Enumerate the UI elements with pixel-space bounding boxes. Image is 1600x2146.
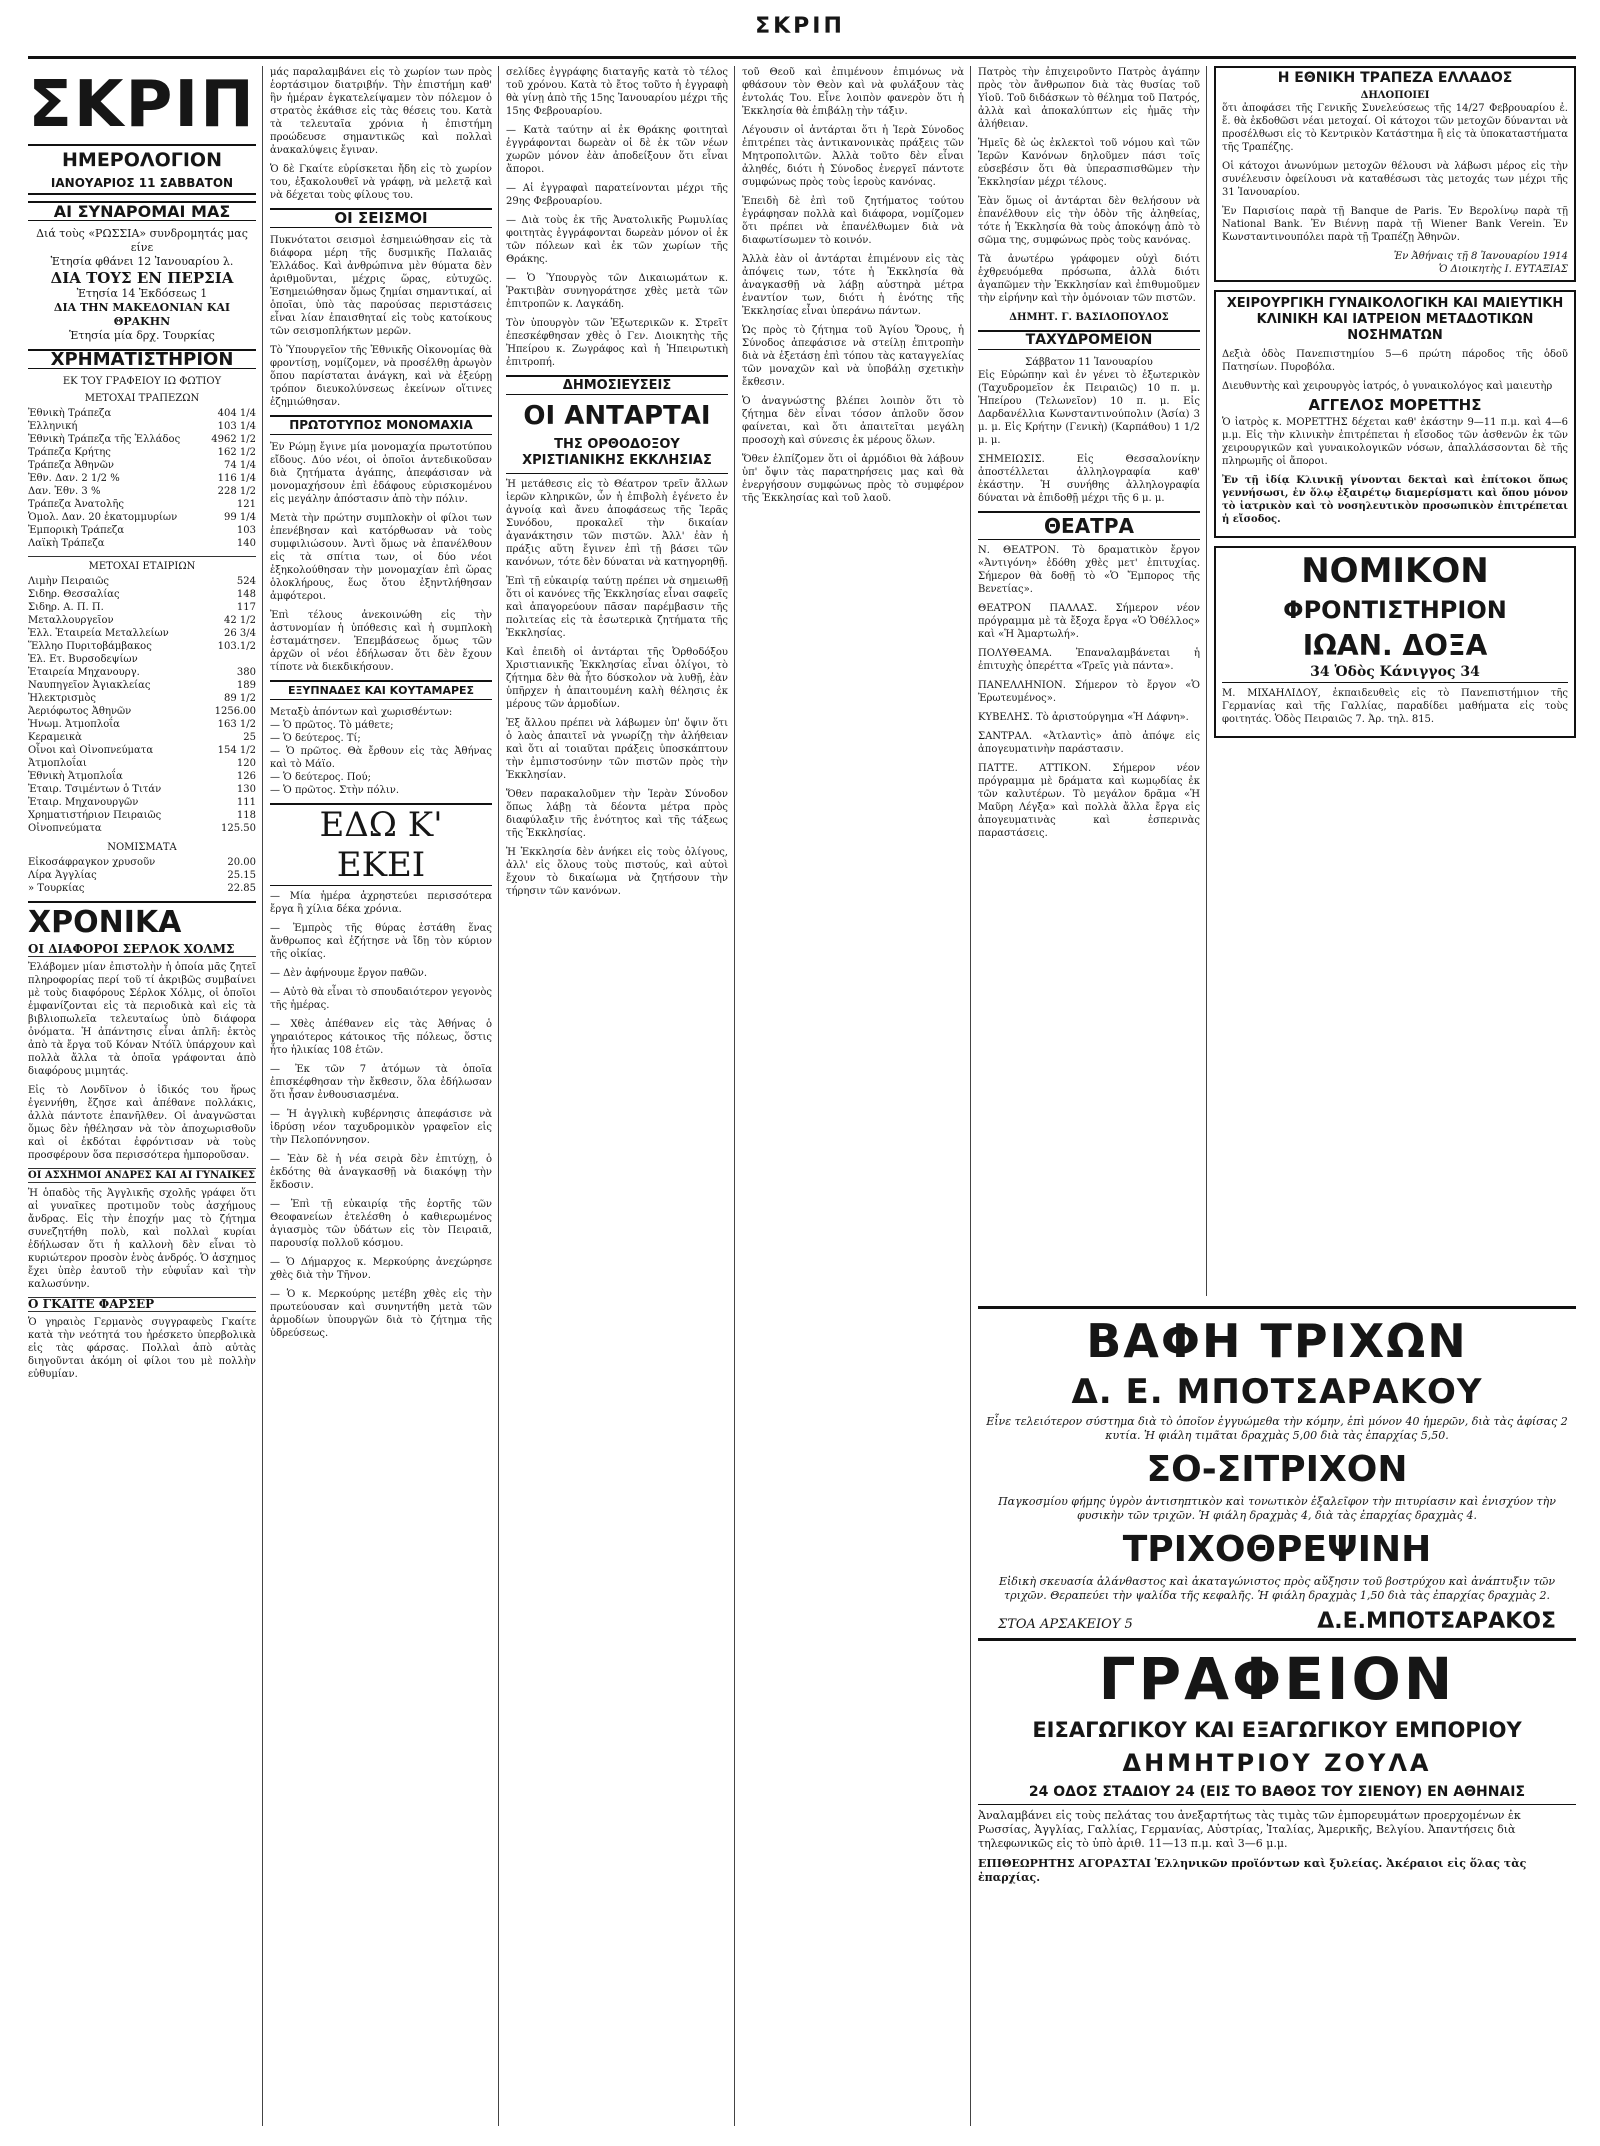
section-heading: ΠΡΩΤΟΤΥΠΟΣ ΜΟΝΟΜΑΧΙΑ xyxy=(270,415,492,435)
quote-name: Κεραμεικὰ xyxy=(28,732,82,743)
news-item: — Αὐτὸ θὰ εἶναι τὸ σπουδαιότερον γεγονὸς τῆς ἡμέρας. xyxy=(270,987,492,1011)
quote-name: Οἶνοι καὶ Οἰνοπνεύματα xyxy=(28,745,154,756)
theatre-item: ΘΕΑΤΡΟΝ ΠΑΛΛΑΣ. Σήμερον νέον πρόγραμμα μὲ τὰ ἔξοχα ἔργα «Ὁ Ὀθέλλος» καὶ «Ἡ Ἁμαρτωλή». xyxy=(978,603,1200,640)
section-heading: ΕΞΥΠΝΑΔΕΣ ΚΑΙ ΚΟΥΤΑΜΑΡΕΣ xyxy=(270,680,492,700)
quote-value: 163 1/2 xyxy=(217,719,256,730)
law-subtitle: ΦΡΟΝΤΙΣΤΗΡΙΟΝ xyxy=(1283,596,1507,624)
ad-text: Παγκοσμίου φήμης ὑγρὸν ἀντισηπτικὸν καὶ τονωτικὸν ἐξαλεῖφον τὴν πιτυρίασιν καὶ ἐνισχύον τὴν φυσικὴν τῶν τριχῶν. Ἡ φιάλη δραχμὰς 4, διὰ τὰς ἐπαρχίας δραχμὰς 4. xyxy=(998,1495,1556,1522)
article-paragraph: — Κατὰ ταύτην αἱ ἐκ Θράκης φοιτηταὶ ἐγγράφονται δωρεὰν οἱ δὲ ἐκ τῶν νέων χωρῶν μόνον ἐὰν ἀποδείξουν ὅτι εἶναι ἄποροι. xyxy=(506,125,728,175)
quote-value: 154 1/2 xyxy=(217,745,256,756)
subscription-line: ΔΙΑ ΤΗΝ ΜΑΚΕΔΟΝΙΑΝ ΚΑΙ ΘΡΑΚΗΝ xyxy=(53,301,231,328)
quote-name: Ἑλ. Ετ. Βυρσοδεψίων xyxy=(28,654,138,665)
quote-name: Λαϊκὴ Τράπεζα xyxy=(28,538,105,549)
shop-address: ΣΤΟΑ ΑΡΣΑΚΕΙΟΥ 5 xyxy=(998,1617,1133,1632)
news-item: — Ὁ Δήμαρχος κ. Μερκούρης ἀνεχώρησε χθὲς διὰ τὴν Τῆνον. xyxy=(270,1257,492,1281)
subscription-line: Ἑτησία μία δρχ. Τουρκίας xyxy=(69,329,215,342)
quote-name: Τράπεζα Ἀνατολῆς xyxy=(28,499,124,510)
column-separator xyxy=(970,66,971,2126)
section-heading: ΟΙ ΣΕΙΣΜΟΙ xyxy=(270,208,492,228)
chronika-subheading: Ο ΓΚΑΙΤΕ ΦΑΡΣΕΡ xyxy=(28,1297,256,1312)
article-paragraph: ΣΗΜΕΙΩΣΙΣ. Εἰς Θεσσαλονίκην ἀποστέλλεται ἀλληλογραφία καθ' ἑκάστην. Ἡ συνήθης ἀλληλογραφία δύναται νὰ ἐπιδοθῇ μέχρι τῆς 6 μ. μ. xyxy=(978,454,1200,504)
quote-name: Ἀεριόφωτος Ἀθηνῶν xyxy=(28,706,132,717)
quote-value: 125.50 xyxy=(221,823,256,834)
news-item: — Ἐκ τῶν 7 ἀτόμων τὰ ὁποῖα ἐπισκέφθησαν τὴν ἔκθεσιν, ὅλα ἐδήλωσαν ὅτι ἦσαν ἐνθουσιασμένα. xyxy=(270,1064,492,1101)
quote-name: Ἐμπορικὴ Τράπεζα xyxy=(28,525,125,536)
article-paragraph: Ἐλάβομεν μίαν ἐπιστολὴν ἡ ὁποία μᾶς ζητεῖ πληροφορίας περί τοῦ τί ἀκριβῶς συμβαίνει μὲ τοὺς διαφόρους Σέρλοκ Χόλμς, οἱ ὁποῖοι ἐμφανίζονται εἰς τὰ περιοδικὰ καὶ εἰς τὰ βιβλιοπωλεῖα τελευταίως ὑπὸ διάφορα ὀνόματα. Ἡ ἀπάντησις εἶναι ἁπλῆ: ἐκτὸς ἀπὸ τὰ ἔργα τοῦ Κόναν Ντόϊλ ὑπάρχουν καὶ πολλὰ ἄλλα τὰ ὁποῖα γράφονται ἀπὸ διαφόρους μιμητάς. xyxy=(28,962,256,1077)
article-paragraph: Τὸ Ὑπουργεῖον τῆς Ἐθνικῆς Οἰκονομίας θὰ φροντίσῃ, νομίζομεν, νὰ προσέλθῃ ἀρωγὸν ὅπου παρίσταται ἀνάγκη, καὶ νὰ ἐξεύρῃ τρόπον διευκολύνσεως ἐκείνων οἵτινες ἐζημιώθησαν. xyxy=(270,345,492,408)
article-paragraph: Ἐὰν ὅμως οἱ ἀντάρται δὲν θελήσουν νὰ ἐπανέλθουν εἰς τὴν ὁδὸν τῆς ἀληθείας, τότε ἡ Ἐκκλησία θὰ τοὺς ἀποκόψῃ ἀπὸ τὸ σῶμα της, συμφώνως πρὸς τοὺς κανόνας. xyxy=(978,196,1200,246)
ad-text: ΕΠΙΘΕΩΡΗΤΗΣ ΑΓΟΡΑΣΤΑΙ Ἑλληνικῶν προϊόντων καὶ ξυλείας. Ἀκέραιοι εἰς ὅλας τὰς ἐπαρχίας. xyxy=(978,1857,1527,1884)
bank-shares-table xyxy=(28,407,256,550)
chronika-subheading: ΟΙ ΑΣΧΗΜΟΙ ΑΝΔΡΕΣ ΚΑΙ ΑΙ ΓΥΝΑΙΚΕΣ xyxy=(28,1170,255,1181)
article-paragraph: Τὸν ὑπουργὸν τῶν Ἐξωτερικῶν κ. Στρεῖτ ἐπεσκέφθησαν χθὲς ὁ Γεν. Διοικητὴς τῆς Ἠπείρου κ. Ζωγράφος καὶ ἡ Ἠπειρωτικὴ ἐπιτροπή. xyxy=(506,318,728,368)
quote-row xyxy=(28,498,256,511)
article-paragraph: Καὶ ἐπειδὴ οἱ ἀντάρται τῆς Ὀρθοδόξου Χριστιανικῆς Ἐκκλησίας εἶναι ὀλίγοι, τὸ ζήτημα δὲν θὰ ἦτο δύσκολον νὰ λυθῇ, ἐὰν ὑπῆρχεν ἡ ἀπαιτουμένη καλὴ θέλησις ἐκ μέρους τῶν ἁρμοδίων. xyxy=(506,647,728,710)
quote-name: Ἠλεκτρισμὸς xyxy=(28,693,97,704)
column-separator xyxy=(734,66,735,2126)
quote-name: Ἑλλ. Ἑταιρεία Μεταλλείων xyxy=(28,628,169,639)
article-paragraph: — Διὰ τοὺς ἐκ τῆς Ἀνατολικῆς Ρωμυλίας φοιτητὰς ἐγγράφονται δωρεὰν μόνον οἱ ἐκ τῶν πόλεων καὶ ἐκ τῶν χωρίων τῆς Θράκης. xyxy=(506,215,728,265)
bank-shares-heading: ΜΕΤΟΧΑΙ ΤΡΑΠΕΖΩΝ xyxy=(84,393,200,404)
quote-value: 162 1/2 xyxy=(217,447,256,458)
article-paragraph: Ὡς πρὸς τὸ ζήτημα τοῦ Ἁγίου Ὄρους, ἡ Σύνοδος ἀπεφάσισε νὰ στείλῃ ἐπιτροπὴν διὰ νὰ ἐξετάσῃ ἐπὶ τόπου τὰς καταγγελίας τῶν μοναχῶν καὶ νὰ ὑποβάλῃ σχετικὴν ἔκθεσιν. xyxy=(742,325,964,388)
quote-row xyxy=(28,524,256,537)
quote-value: 118 xyxy=(236,810,256,821)
quote-row xyxy=(28,537,256,550)
column-separator xyxy=(498,66,499,2126)
article-paragraph: Ἡμεῖς δὲ ὡς ἐκλεκτοὶ τοῦ νόμου καὶ τῶν Ἱερῶν Κανόνων δηλοῦμεν πάσι τοῖς εὐσεβέσιν ὅτι θὰ ὑπερασπισθῶμεν τὴν Ἐκκλησίαν μέχρι τέλους. xyxy=(978,138,1200,188)
post-date: Σάββατον 11 Ἰανουαρίου xyxy=(1025,357,1153,368)
article-paragraph: Μετὰ τὴν πρώτην συμπλοκὴν οἱ φίλοι των ἐπενέβησαν καὶ κατόρθωσαν νὰ τοὺς συμφιλιώσουν. Ἀντὶ ὅμως νὰ ἐπανέλθουν εἰς τὰ σπίτια των, οἱ δύο νέοι ἐξηκολούθησαν τὴν μονομαχίαν ἐπὶ ὥρας ὁλοκλήρους, ἕως ὅτου ἐξηντλήθησαν ἀμφότεροι. xyxy=(270,513,492,602)
quote-value: 89 1/2 xyxy=(224,693,256,704)
bank-notice-signature: Ὁ Διοικητὴς Ι. ΕΥΤΑΞΙΑΣ xyxy=(1438,264,1568,275)
quote-value: 103 1/4 xyxy=(217,421,256,432)
quote-row xyxy=(28,433,256,446)
quote-row xyxy=(28,869,256,882)
quote-name: Σιδηρ. Α. Π. Π. xyxy=(28,602,104,613)
quote-name: Ἐταιρ. Μηχανουργῶν xyxy=(28,797,139,808)
article-paragraph: Ὅθεν ἐλπίζομεν ὅτι οἱ ἁρμόδιοι θὰ λάβουν ὑπ' ὄψιν τὰς παρατηρήσεις μας καὶ θὰ ἐνεργήσουν συμφώνως πρὸς τὸ συμφέρον τῆς Ἐκκλησίας καὶ τοῦ λαοῦ. xyxy=(742,454,964,504)
quote-value: 120 xyxy=(236,758,256,769)
article-paragraph: Ἐν Παρισίοις παρὰ τῇ Banque de Paris. Ἐν Βερολίνῳ παρὰ τῇ National Bank. Ἐν Βιέννῃ παρὰ τῇ Wiener Bank Verein. Ἐν Κωνσταντινουπόλει παρὰ τῇ Τραπέζῃ Ἀθηνῶν. xyxy=(1222,206,1568,243)
quote-value: 189 xyxy=(236,680,256,691)
quote-name: Ἕλληο Πυριτοβάμβακος xyxy=(28,641,152,652)
news-item: — Μία ἡμέρα ἀχρηστεύει περισσότερα ἔργα ἢ χίλια δέκα χρόνια. xyxy=(270,891,492,915)
quote-row xyxy=(28,744,256,757)
quote-row xyxy=(28,472,256,485)
nameplate-subtitle: ΗΜΕΡΟΛΟΓΙΟΝ xyxy=(28,144,256,171)
article-paragraph: ὅτι ἀποφάσει τῆς Γενικῆς Συνελεύσεως τῆς 14/27 Φεβρουαρίου ἐ. ἔ. θὰ ἐκδοθῶσι νέαι μετοχαί. Οἱ κάτοχοι τῶν μετοχῶν δύνανται νὰ προσέλθωσι εἰς τὸ Κεντρικὸν Κατάστημα ἢ εἰς τὰ ὑποκαταστήματα τῆς Τραπέζης. xyxy=(1222,103,1568,153)
article-paragraph: — Αἱ ἐγγραφαὶ παρατείνονται μέχρι τῆς 29ης Φεβρουαρίου. xyxy=(506,183,728,207)
news-item: — Δὲν ἀφήνουμε ἔργον παθῶν. xyxy=(270,968,428,979)
article-paragraph: Πυκνότατοι σεισμοὶ ἐσημειώθησαν εἰς τὰ διάφορα μέρη τῆς δυσμικῆς Παλαιᾶς Ἑλλάδος. Καὶ ἀνθρώπινα μὲν θύματα δὲν ἀριθμοῦνται, μέχρις ὥρας, εὐτυχῶς. Ἐσημειώθησαν ὅμως ζημίαι σημαντικαί, αἱ ὁποῖαι, ὑπὸ τὰς παρούσας περιστάσεις εἶναι λίαν ἐπαισθηταί εἰς τοὺς κατοίκους τῶν σεισμοπλήκτων μερῶν. xyxy=(270,235,492,337)
quote-row xyxy=(28,796,256,809)
subscription-line: Διά τοὺς «ΡΩΣΣΙΑ» συνδρομητάς μας είνε xyxy=(36,227,248,254)
quote-value: 404 1/4 xyxy=(217,408,256,419)
ad-text: Ἀναλαμβάνει εἰς τοὺς πελάτας του ἀνεξαρτήτως τὰς τιμὰς τῶν ἐμπορευμάτων προερχομένων ἐκ Ρωσσίας, Ἀγγλίας, Γαλλίας, Γερμανίας, Αὐστρίας, Ἰταλίας, Ἀμερικῆς, Βελγίου. Ἀπαντήσεις διὰ τηλεφωνικῶς εἰς τὸ ὑπὸ ἀριθ. 11—13 π.μ. καὶ 3—6 μ.μ. xyxy=(978,1809,1521,1850)
dialogue-line: Μεταξὺ ἀπόντων καὶ χωρισθέντων: xyxy=(270,707,453,718)
news-item: — Ἐμπρὸς τῆς θύρας ἐστάθη ἕνας ἄνθρωπος καὶ ἐζήτησε νὰ ἴδῃ τὸν κύριον τῆς οἰκίας. xyxy=(270,923,492,960)
article-paragraph: Ἐν τῇ ἰδίᾳ Κλινικῇ γίνονται δεκταὶ καὶ ἐπίτοκοι ὅπως γεννήσωσι, ἐν ὅλῳ ἐξαιρέτῳ διαμερίσματι καὶ ὅπου μόνον τὸ ἰατρικὸν καὶ τὸ νοσηλευτικὸν προσωπικὸν ἐπιτρέπεται ἡ εἴσοδος. xyxy=(1222,475,1568,525)
bank-notice-date: Ἐν Ἀθήναις τῇ 8 Ἰανουαρίου 1914 xyxy=(1393,251,1568,262)
quote-name: Ἐθνικὴ Τράπεζα xyxy=(28,408,112,419)
subscriptions-heading: ΑΙ ΣΥΝΑΡΟΜΑΙ ΜΑΣ xyxy=(28,201,256,221)
quote-name: Ἡνωμ. Ἀτμοπλοΐα xyxy=(28,719,120,730)
law-ad xyxy=(1214,546,1576,738)
article-paragraph: Ἐπὶ τέλους ἀνεκοινώθη εἰς τὴν ἀστυνομίαν ἡ ὑπόθεσις καὶ ἡ συμπλοκὴ ἐσταμάτησεν. Ἐπεμβάσεως ὅμως τῶν ἀρχῶν οἱ νέοι ἐδήλωσαν ὅτι δὲν ἔχουν τίποτε νὰ διεκδικήσουν. xyxy=(270,610,492,673)
quote-name: Ἑταιρεία Μηχανουργ. xyxy=(28,667,140,678)
bank-notice-subtitle: ΔΗΛΟΠΟΙΕΙ xyxy=(1360,90,1430,101)
article-paragraph: Εἰς τὸ Λονδῖνον ὁ ἰδικός του ἥρως ἐγεννήθη, ἔζησε καὶ ἀπέθανε πολλάκις, ἀλλὰ πάντοτε ἐπανῆλθεν. Οἱ ἀναγνῶσται ὅμως δὲν ἠθέλησαν νὰ τὸν ἀποχωρισθοῦν καὶ οἱ ἐκδόται ἐφρόντισαν νὰ τοὺς προσφέρουν ὅσα περισσότερα ἠμποροῦσαν. xyxy=(28,1085,256,1161)
bank-notice xyxy=(1214,66,1576,282)
column-4 xyxy=(742,66,964,2126)
hair-ads xyxy=(978,1306,1576,2129)
article-paragraph: τοῦ Θεοῦ καὶ ἐπιμένουν ἐπιμόνως νὰ φθάσουν τὸν Θεὸν καὶ νὰ φυλάξουν τὰς ἐντολάς Του. Εἶνε λοιπὸν φανερὸν ὅτι ἡ Ἐκκλησία θὰ ἐπιβάλῃ τὴν τάξιν. xyxy=(742,67,964,117)
dialogue-line: — Ὁ δεύτερος. Πού; xyxy=(270,772,371,783)
section-heading: ΤΑΧΥΔΡΟΜΕΙΟΝ xyxy=(978,330,1200,350)
quote-name: Λιμὴν Πειραιῶς xyxy=(28,576,110,587)
news-item: — Χθὲς ἀπέθανεν εἰς τὰς Ἀθήνας ὁ γηραιότερος κάτοικος τῆς πόλεως, ὅστις ἦτο ἡλικίας 108 ἐτῶν. xyxy=(270,1019,492,1056)
quote-value: 26 3/4 xyxy=(224,628,256,639)
quote-row xyxy=(28,653,256,666)
theatre-item: ΠΑΝΕΛΛΗΝΙΟΝ. Σήμερον τὸ ἔργον «Ὁ Ἐρωτευμένος». xyxy=(978,680,1200,704)
article-paragraph: Ἐπὶ τῇ εὐκαιρίᾳ ταύτῃ πρέπει νὰ σημειωθῇ ὅτι οἱ κανόνες τῆς Ἐκκλησίας εἶναι σαφεῖς καὶ ἀπαγορεύουν πᾶσαν παρέμβασιν τῆς πολιτείας εἰς τὰ ἐσωτερικὰ ζητήματα τῆς Ἐκκλησίας. xyxy=(506,576,728,639)
news-item: — Ἡ ἀγγλικὴ κυβέρνησις ἀπεφάσισε νὰ ἱδρύσῃ νέον ταχυδρομικὸν γραφεῖον εἰς τὴν Πελοπόννησον. xyxy=(270,1109,492,1146)
office-title: ΓΡΑΦΕΙΟΝ xyxy=(1098,1645,1456,1713)
quote-name: Ἐθν. Δαν. 2 1/2 % xyxy=(28,473,120,484)
dateline: ΙΑΝΟΥΑΡΙΟΣ 11 ΣΑΒΒΑΤΟΝ xyxy=(28,177,256,195)
quote-name: Τράπεζα Κρήτης xyxy=(28,447,111,458)
quote-row xyxy=(28,679,256,692)
office-owner: ΔΗΜΗΤΡΙΟΥ ΖΟΥΛΑ xyxy=(1122,1749,1432,1777)
ad-text: Εἰδικὴ σκευασία ἀλάνθαστος καὶ ἀκαταγώνιστος πρὸς αὔξησιν τοῦ βοστρύχου καὶ ἀνάπτυξιν τῶν τριχῶν. Θεραπεύει τὴν ψαλίδα τῆς κεφαλῆς. Ἡ φιάλη δραχμὰς 1,50 διὰ τὰς ἐπαρχίας δραχμὰς 2. xyxy=(998,1575,1556,1602)
article-paragraph: Ἐπειδὴ δὲ ἐπὶ τοῦ ζητήματος τούτου ἐγράφησαν πολλὰ καὶ διάφορα, νομίζομεν ὅτι πρέπει νὰ ἐπανέλθωμεν διὰ νὰ διαφωτίσωμεν τὸ κοινόν. xyxy=(742,196,964,246)
quote-row xyxy=(28,666,256,679)
quote-value: 126 xyxy=(236,771,256,782)
news-item: — Ἐπὶ τῇ εὐκαιρίᾳ τῆς ἑορτῆς τῶν Θεοφανείων ἐτελέσθη ὁ καθιερωμένος ἁγιασμὸς τῶν ὑδάτων εἰς τὸν Πειραιᾶ, παρουσίᾳ πολλοῦ κόσμου. xyxy=(270,1199,492,1249)
section-heading: ΕΔΩ Κ' ΕΚΕΙ xyxy=(270,803,492,886)
exchange-source: ΕΚ ΤΟΥ ΓΡΑΦΕΙΟΥ ΙΩ ΦΩΤΙΟΥ xyxy=(62,376,222,387)
quote-name: Ἐταιρ. Τσιμέντων ὁ Τιτάν xyxy=(28,784,162,795)
quote-name: Τράπεζα Ἀθηνῶν xyxy=(28,460,114,471)
column-separator xyxy=(1206,66,1207,1296)
subscription-line: ΔΙΑ ΤΟΥΣ ΕΝ ΠΕΡΣΙΑ xyxy=(50,269,234,287)
quote-row xyxy=(28,575,256,588)
theatre-item: ΠΟΛΥΘΕΑΜΑ. Ἐπαναλαμβάνεται ἡ ἐπιτυχὴς ὀπερέττα «Τρεῖς γιὰ πάντα». xyxy=(978,648,1200,672)
chronika-subheading: ΟΙ ΔΙΑΦΟΡΟΙ ΣΕΡΛΟΚ ΧΟΛΜΣ xyxy=(28,943,256,957)
quote-row xyxy=(28,731,256,744)
quote-row xyxy=(28,822,256,835)
hair-dye-maker: Δ. Ε. ΜΠΟΤΣΑΡΑΚΟΥ xyxy=(1071,1372,1483,1412)
article-paragraph: Ἀλλὰ ἐὰν οἱ ἀντάρται ἐπιμένουν εἰς τὰς ἀπόψεις των, τότε ἡ Ἐκκλησία θὰ ἀναγκασθῇ νὰ λάβῃ αὐστηρὰ μέτρα ἐναντίον των, διότι ἡ ἑνότης τῆς Ἐκκλησίας εἶναι ὑπεράνω πάντων. xyxy=(742,254,964,317)
column-2 xyxy=(270,66,492,2126)
article-paragraph: Τὰ ἀνωτέρω γράφομεν οὐχὶ διότι ἐχθρευόμεθα πρόσωπα, ἀλλὰ διότι ἀγαπῶμεν τὴν Ἐκκλησίαν καὶ ἐπιθυμοῦμεν τὴν εἰρήνην καὶ τὴν ὁμόνοιαν τῶν πιστῶν. xyxy=(978,254,1200,304)
quote-row xyxy=(28,705,256,718)
quote-row xyxy=(28,856,256,869)
quote-row xyxy=(28,511,256,524)
dialogue-line: — Ὁ δεύτερος. Τί; xyxy=(270,733,361,744)
quote-name: Χρηματιστήριον Πειραιῶς xyxy=(28,810,162,821)
office-address: 24 ΟΔΟΣ ΣΤΑΔΙΟΥ 24 (ΕΙΣ ΤΟ ΒΑΘΟΣ ΤΟΥ ΣΙΕΝΟΥ) ΕΝ ΑΘΗΝΑΙΣ xyxy=(978,1783,1576,1805)
quote-row xyxy=(28,459,256,472)
law-address: 34 Ὁδὸς Κάνιγγος 34 xyxy=(1222,666,1568,683)
news-item: — Ὁ κ. Μερκούρης μετέβη χθὲς εἰς τὴν πρωτεύουσαν καὶ συνηντήθη μετὰ τῶν ἁρμοδίων ὑπουργῶν διὰ τὸ ζήτημα τῆς ὑδρεύσεως. xyxy=(270,1289,492,1339)
theatre-item: ΠΑΤΤΕ. ΑΤΤΙΚΟΝ. Σήμερον νέον πρόγραμμα μὲ δράματα καὶ κωμῳδίας ἐκ τῶν καλυτέρων. Τὸ μεγάλον δρᾶμα «Ἡ Μαῦρη Λέγξα» καὶ πολλὰ ἄλλα ἔργα εἰς ἀπογευματινὰς καὶ ἑσπερινὰς παραστάσεις. xyxy=(978,763,1200,839)
quote-name: Εἰκοσάφραγκον χρυσοῦν xyxy=(28,857,156,868)
quote-row xyxy=(28,485,256,498)
quote-value: 20.00 xyxy=(227,857,256,868)
hair-dye-title: ΒΑΦΗ ΤΡΙΧΩΝ xyxy=(1086,1314,1468,1368)
article-paragraph: σελίδες ἐγγράφης διαταγῆς κατὰ τὸ τέλος τοῦ χρόνου. Κατὰ τὸ ἔτος τοῦτο ἡ ἐγγραφὴ θὰ γίνῃ ἀπὸ τῆς 15ης Ἰανουαρίου μέχρι τῆς 15ης Φεβρουαρίου. xyxy=(506,67,728,117)
quote-value: 103.1/2 xyxy=(217,641,256,652)
quote-name: Ἑθνικὴ Ἀτμοπλοΐα xyxy=(28,771,123,782)
article-subtitle: ΤΗΣ ΟΡΘΟΔΟΞΟΥ ΧΡΙΣΤΙΑΝΙΚΗΣ ΕΚΚΛΗΣΙΑΣ xyxy=(506,437,728,474)
article-paragraph: — Ὁ Ὑπουργὸς τῶν Δικαιωμάτων κ. Ῥακτιβὰν συνηγοράτησε χθὲς μετὰ τῶν ἐπιτροπῶν κ. Λαγκάδη. xyxy=(506,273,728,310)
article-paragraph: Οἱ κάτοχοι ἀνωνύμων μετοχῶν θέλουσι νὰ λάβωσι μέρος εἰς τὴν συνέλευσιν ὀφείλουσι νὰ καταθέσωσι τὰς μετοχάς των μέχρι τῆς 31 Ἰανουαρίου. xyxy=(1222,161,1568,198)
quote-value: 116 1/4 xyxy=(217,473,256,484)
quote-row xyxy=(28,809,256,822)
quote-row xyxy=(28,407,256,420)
quote-row xyxy=(28,601,256,614)
quote-name: Λίρα Ἀγγλίας xyxy=(28,870,97,881)
article-paragraph: Ἡ Ἐκκλησία δὲν ἀνήκει εἰς τοὺς ὀλίγους, ἀλλ' εἰς ὅλους τοὺς πιστούς, καὶ αὐτοὶ ἔχουν τὸ δικαίωμα νὰ ζητήσουν τὴν τήρησιν τῶν κανόνων. xyxy=(506,847,728,897)
quote-name: Σιδηρ. Θεσσαλίας xyxy=(28,589,120,600)
theatre-item: ΚΥΒΕΛΗΣ. Τὸ ἀριστούργημα «Ἡ Δάφνη». xyxy=(978,712,1189,723)
theatre-item: Ν. ΘΕΑΤΡΟΝ. Τὸ δραματικὸν ἔργον «Ἀντιγόνη» ἐδόθη χθὲς μετ' ἐπιτυχίας. Σήμερον θὰ δοθῇ τὸ «Ὁ Ἔμπορος τῆς Βενετίας». xyxy=(978,545,1200,595)
quote-value: 25.15 xyxy=(227,870,256,881)
quote-row xyxy=(28,718,256,731)
quote-name: Ὁμολ. Δαν. 20 ἑκατομμυρίων xyxy=(28,512,178,523)
article-paragraph: Ἐν Ρώμῃ ἔγινε μία μονομαχία πρωτοτύπου εἴδους. Δύο νέοι, οἱ ὁποῖοι ἀντεδικοῦσαν διὰ ζητήματα ἀγάπης, ἀπεφάσισαν νὰ μονομαχήσουν ἐπὶ ἐδάφους εὐρισκομένου εἰς μεγάλην ἀπόστασιν ἀπὸ τὴν πόλιν. xyxy=(270,442,492,505)
quote-value: 22.85 xyxy=(227,883,256,894)
top-rule xyxy=(28,56,1576,59)
quote-value: 524 xyxy=(236,576,256,587)
quote-row xyxy=(28,588,256,601)
quote-value: 103 xyxy=(236,525,256,536)
quote-value: 1256.00 xyxy=(214,706,256,717)
article-signature: ΔΗΜΗΤ. Γ. ΒΑΣΙΛΟΠΟΥΛΟΣ xyxy=(1009,312,1169,323)
article-paragraph: Μ. ΜΙΧΑΗΛΙΔΟΥ, ἐκπαιδευθεὶς εἰς τὸ Πανεπιστήμιον τῆς Γερμανίας καὶ τῆς Γαλλίας, παραδίδει μαθήματα εἰς τοὺς φοιτητάς. Ὁδὸς Πειραιῶς 7. Ἀρ. τηλ. 815. xyxy=(1222,688,1568,725)
trichothrepsine-title: ΤΡΙΧΟΘΡΕΨΙΝΗ xyxy=(1122,1529,1432,1570)
quote-name: Ἑλληνική xyxy=(28,421,78,432)
company-shares-table xyxy=(28,575,256,835)
currency-table xyxy=(28,856,256,895)
shop-line xyxy=(978,1609,1576,1641)
quote-value: 99 1/4 xyxy=(224,512,256,523)
quote-value: 42 1/2 xyxy=(224,615,256,626)
quote-value: 111 xyxy=(236,797,256,808)
quote-value: 140 xyxy=(236,538,256,549)
bank-notice-title: Η ΕΘΝΙΚΗ ΤΡΑΠΕΖΑ ΕΛΛΑΔΟΣ xyxy=(1277,70,1513,86)
clinic-doctor: ΑΓΓΕΛΟΣ ΜΟΡΕΤΤΗΣ xyxy=(1308,396,1482,414)
dialogue-line: — Ὁ πρῶτος. Τὸ μάθετε; xyxy=(270,720,394,731)
column-1 xyxy=(28,66,256,2126)
quote-row xyxy=(28,770,256,783)
subscriptions-list xyxy=(28,227,256,343)
quote-value: 4962 1/2 xyxy=(211,434,256,445)
article-paragraph: Ἡ μετάθεσις εἰς τὸ Θέατρον τρεῖν ἄλλων ἱερῶν κληρικῶν, ὧν ἡ ἐπιβολὴ ἐγένετο ἐν ἀγνοίᾳ καὶ ἄνευ ἀποφάσεως τῆς Ἱερᾶς Συνόδου, προκαλεῖ τὴν δικαίαν ἀγανάκτησιν τῶν πιστῶν. Ἀλλ' ἐὰν ἡ πράξις αὕτη ἔγινεν ἐπὶ τῇ βάσει τῶν κανόνων, τότε δὲν δύναται νὰ κατηγορηθῇ. xyxy=(506,479,728,568)
quote-value: 228 1/2 xyxy=(217,486,256,497)
dialogue-line: — Ὁ πρῶτος. Θὰ ἔρθουν εἰς τὰς Ἀθήνας καὶ τὸ Μάϊο. xyxy=(270,746,492,770)
quote-value: 380 xyxy=(236,667,256,678)
theatre-item: ΣΑΝΤΡΑΛ. «Ἀτλαντὶς» ἀπὸ ἀπόψε εἰς ἀπογευματινὴν παράστασιν. xyxy=(978,731,1200,755)
ad-text: Εἶνε τελειότερον σύστημα διὰ τὸ ὁποῖον ἐγγυώμεθα τὴν κόμην, ἐπὶ μόνον 40 ἡμερῶν, διὰ τὰς ἀφίσας 2 κυτία. Ἡ φιάλη τιμᾶται δραχμὰς 5,00 διὰ τὰς ἐπαρχίας 5,50. xyxy=(986,1415,1568,1442)
clinic-title: ΧΕΙΡΟΥΡΓΙΚΗ ΓΥΝΑΙΚΟΛΟΓΙΚΗ ΚΑΙ ΜΑΙΕΥΤΙΚΗ ΚΛΙΝΙΚΗ ΚΑΙ ΙΑΤΡΕΙΟΝ ΜΕΤΑΔΟΤΙΚΩΝ ΝΟΣΗΜΑΤΩΝ xyxy=(1226,296,1564,343)
article-paragraph: Ὁ δὲ Γκαίτε εὑρίσκεται ἤδη εἰς τὸ χωρίον του, ἐξακολουθεῖ νὰ γράφῃ, νὰ μελετᾷ καὶ νὰ δέχεται τοὺς φίλους του. xyxy=(270,164,492,201)
dialogue-line: — Ὁ πρῶτος. Στὴν πόλιν. xyxy=(270,785,400,796)
quote-value: 121 xyxy=(236,499,256,510)
quote-row xyxy=(28,640,256,653)
quote-row xyxy=(28,420,256,433)
shop-owner: Δ.Ε.ΜΠΟΤΣΑΡΑΚΟΣ xyxy=(1317,1609,1556,1634)
quote-row xyxy=(28,627,256,640)
article-paragraph: Διευθυντὴς καὶ χειρουργὸς ἰατρός, ὁ γυναικολόγος καὶ μαιευτὴρ xyxy=(1222,381,1553,392)
article-paragraph: Εἰς Εὐρώπην καὶ ἐν γένει τὸ ἐξωτερικὸν (Ταχυδρομεῖον ἐκ Πειραιῶς) 10 π. μ. Ἠπείρου (Τελωνεῖον) 10 π. μ. Εἰς Δαρδανέλλια Κωνσταντινούπολιν (Ἀσία) 3 μ. μ. Εἰς Κρήτην (Γενικὴ) (Καρπάθου) 1 1/2 μ. μ. xyxy=(978,370,1200,446)
subscription-line: Ἑτησία 14 Ἐκδόσεως 1 xyxy=(76,287,208,300)
currency-heading: ΝΟΜΙΣΜΑΤΑ xyxy=(107,842,177,853)
article-paragraph: Ὅθεν παρακαλοῦμεν τὴν Ἱερὰν Σύνοδον ὅπως λάβῃ τὰ δέοντα μέτρα πρὸς διαφύλαξιν τῆς ἑνότητος καὶ τῆς τάξεως τῆς Ἐκκλησίας. xyxy=(506,789,728,839)
quote-name: Ἀτμοπλοΐαι xyxy=(28,758,87,769)
column-6 xyxy=(1214,66,1576,1296)
quote-name: Ναυπηγεῖον Ἀγιακλείας xyxy=(28,680,151,691)
article-paragraph: Ὁ γηραιὸς Γερμανὸς συγγραφεὺς Γκαίτε κατὰ τὴν νεότητά του ἠρέσκετο ὑπερβολικὰ εἰς τὰς φάρσας. Πολλαὶ ἀπὸ αὐτὰς διηγοῦνται ἀκόμη οἱ φίλοι του μὲ πολλὴν εὐθυμίαν. xyxy=(28,1317,256,1380)
law-name: ΙΩΑΝ. ΔΟΞΑ xyxy=(1302,629,1488,662)
quote-value: 117 xyxy=(236,602,256,613)
quote-value: 148 xyxy=(236,589,256,600)
quote-row xyxy=(28,614,256,627)
quote-name: Μεταλλουργεῖον xyxy=(28,615,114,626)
quote-value: 74 1/4 xyxy=(224,460,256,471)
quote-row xyxy=(28,757,256,770)
quote-name: Οἰνοπνεύματα xyxy=(28,823,102,834)
article-paragraph: Λέγουσιν οἱ ἀντάρται ὅτι ἡ Ἱερὰ Σύνοδος ἐπιτρέπει τὰς ἀντικανονικὰς πράξεις τῶν Μητροπολιτῶν. Ἀλλὰ τοῦτο δὲν εἶναι ἀληθές, διότι ἡ Σύνοδος ἐνεργεῖ πάντοτε συμφώνως πρὸς τοὺς ἱεροὺς κανόνας. xyxy=(742,125,964,188)
nameplate: ΣΚΡΙΠ xyxy=(28,68,256,142)
quote-name: Ἐθνικὴ Τράπεζα τῆς Ἑλλάδος xyxy=(28,434,181,445)
citron-title: ΣΟ-ΣΙΤΡΙΧΟΝ xyxy=(1146,1449,1408,1490)
office-subtitle: ΕΙΣΑΓΩΓΙΚΟΥ ΚΑΙ ΕΞΑΓΩΓΙΚΟΥ ΕΜΠΟΡΙΟΥ xyxy=(1032,1718,1522,1742)
subscription-line: Ἑτησία φθάνει 12 Ἰανουαρίου λ. xyxy=(50,255,234,268)
quote-value: 130 xyxy=(236,784,256,795)
quote-row xyxy=(28,692,256,705)
quote-name: » Τουρκίας xyxy=(28,883,85,894)
quote-row xyxy=(28,882,256,895)
article-paragraph: Ἡ ὁπαδὸς τῆς Ἀγγλικῆς σχολῆς γράφει ὅτι αἱ γυναῖκες προτιμοῦν τοὺς ἀσχήμους ἄνδρας. Εἰς τὴν ἐποχήν μας τὸ ζήτημα συνεζητήθη πολὺ, καὶ πολλαὶ κυρίαι ἐδήλωσαν ὅτι ἡ καλλονὴ δὲν εἶναι τὸ κυριώτερον προσὸν ἑνὸς ἀνδρός. Ὁ ἀσχημος ἔχει ὑπὲρ ἑαυτοῦ τὴν εὐφυΐαν καὶ τὴν καλωσύνην. xyxy=(28,1188,256,1290)
column-5 xyxy=(978,66,1200,1296)
column-3 xyxy=(506,66,728,2126)
chronika-heading: ΧΡΟΝΙΚΑ xyxy=(28,901,256,939)
section-heading: ΘΕΑΤΡΑ xyxy=(978,511,1200,540)
quote-value: 25 xyxy=(243,732,256,743)
masthead: ΣΚΡΙΠ xyxy=(755,14,845,39)
article-title: ΟΙ ΑΝΤΑΡΤΑΙ xyxy=(523,401,711,431)
quote-row xyxy=(28,446,256,459)
quote-value xyxy=(204,653,256,666)
clinic-ad xyxy=(1214,290,1576,538)
article-paragraph: Ὁ ἀναγνώστης βλέπει λοιπὸν ὅτι τὸ ζήτημα δὲν εἶναι τόσον ἁπλοῦν ὅσον φαίνεται, καὶ ὅτι ἀπαιτεῖται μεγάλη προσοχὴ καὶ σύνεσις ἐκ μέρους ὅλων. xyxy=(742,396,964,446)
section-heading: ΔΗΜΟΣΙΕΥΣΕΙΣ xyxy=(506,375,728,395)
column-separator xyxy=(262,66,263,2126)
news-item: — Ἐὰν δὲ ἡ νέα σειρὰ δὲν ἐπιτύχῃ, ὁ ἐκδότης θὰ ἀναγκασθῇ νὰ διακόψῃ τὴν ἔκδοσιν. xyxy=(270,1154,492,1191)
article-paragraph: μάς παραλαμβάνει εἰς τὸ χωρίον των πρὸς ἑορτάσιμον διατριβήν. Τὴν ἐπιστήμη καθ' ἣν ἡμέραν ἐγκατελείψαμεν τὸν πόλεμον ὁ στρατὸς ἐκάθισε εἰς τὰς θέσεις του. Κατὰ τὰ τελευταῖα χρόνια ἡ ἐπιστήμη προώδευσε σημαντικῶς καὶ πολλαὶ ἀνακαλύψεις ἔγιναν. xyxy=(270,67,492,156)
quote-row xyxy=(28,783,256,796)
company-shares-heading: ΜΕΤΟΧΑΙ ΕΤΑΙΡΙΩΝ xyxy=(28,556,256,573)
article-paragraph: Πατρὸς τὴν ἐπιχειροῦντο Πατρὸς ἀγάπην πρὸς τὸν ἄνθρωπον διὰ τὰς θυσίας τοῦ Υἱοῦ. Τοῦ διδάσκων τὸ θέλημα τοῦ Πατρός, ἀλλὰ καὶ ἀποκαλύπτων εἰς ἡμᾶς τὴν ἀλήθειαν. xyxy=(978,67,1200,130)
law-title: ΝΟΜΙΚΟΝ xyxy=(1301,551,1489,591)
exchange-heading: ΧΡΗΜΑΤΙΣΤΗΡΙΟΝ xyxy=(28,349,256,369)
quote-name: Δαν. Ἐθν. 3 % xyxy=(28,486,101,497)
article-paragraph: Ἐξ ἄλλου πρέπει νὰ λάβωμεν ὑπ' ὄψιν ὅτι ὁ λαὸς ἀπαιτεῖ νὰ γνωρίζῃ τὴν ἀλήθειαν καὶ ὅτι αἱ τοιαῦται πράξεις ὑποσκάπτουν τὴν ἐμπιστοσύνην τῶν πιστῶν πρὸς τὴν Ἐκκλησίαν. xyxy=(506,718,728,781)
article-paragraph: Δεξιὰ ὁδὸς Πανεπιστημίου 5—6 πρώτη πάροδος τῆς ὁδοῦ Πατησίων. Πυροβόλα. xyxy=(1222,349,1568,373)
article-paragraph: Ὁ ἰατρὸς κ. ΜΟΡΕΤΤΗΣ δέχεται καθ' ἑκάστην 9—11 π.μ. καὶ 4—6 μ.μ. Εἰς τὴν κλινικὴν ἐπιτρέπεται ἡ εἴσοδος τῶν ἀσθενῶν ἐκ τῶν χειρουργικῶν καὶ γυναικολογικῶν νόσων, ἀπαλλάσσονται δὲ τῆς πληρωμῆς οἱ ἄποροι. xyxy=(1222,417,1568,467)
